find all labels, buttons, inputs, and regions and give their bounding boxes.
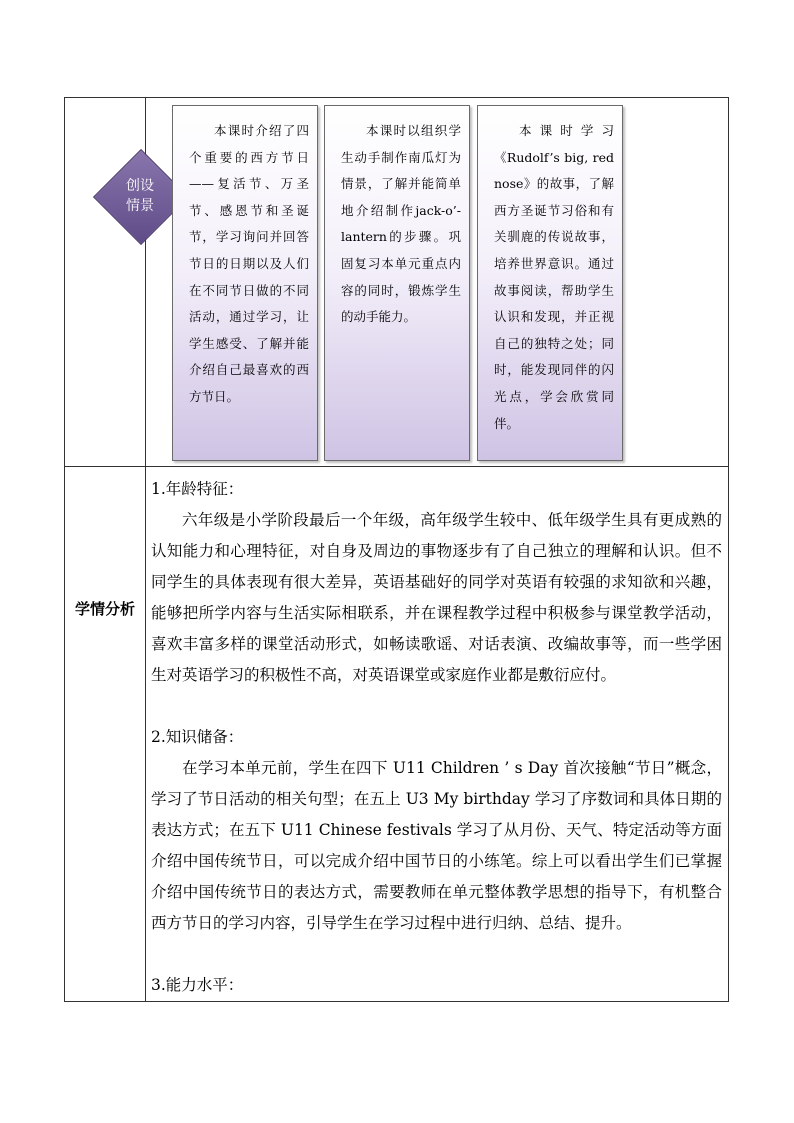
table-row-divider bbox=[64, 466, 729, 467]
lesson-card-2 bbox=[324, 105, 470, 461]
section-spacer bbox=[151, 691, 722, 722]
section-3-heading: 3.能力水平： bbox=[151, 976, 244, 994]
section-2-body: 在学习本单元前，学生在四下 U11 Children ’ s Day 首次接触“节日”概念，学习了节日活动的相关句型；在五上 U3 My birthday 学习了序数词和具体日期的表达方式；在五下 U11 Chinese festivals 学习了从月份、天气、特定活动等方面介绍中国传统节日，可以完成介绍中国节日的小练笔。综上可以看出学生们已掌握介绍中国传统节日的表达方式，需要教师在单元整体教学思想的指导下，有机整合西方节日的学习内容，引导学生在学习过程中进行归纳、总结、提升。 bbox=[151, 759, 722, 932]
lesson-card-1-text: 本课时介绍了四个重要的西方节日——复活节、万圣节、感恩节和圣诞节，学习询问并回答节日的日期以及人们在不同节日做的不同活动，通过学习，让学生感受、了解并能介绍自己最喜欢的西方节日。 bbox=[189, 123, 309, 404]
table-border-bottom bbox=[64, 1001, 729, 1002]
section-spacer bbox=[151, 939, 722, 970]
lesson-card-2-text: 本课时以组织学生动手制作南瓜灯为情景，了解并能简单地介绍制作jack-o’-lantern的步骤。巩固复习本单元重点内容的同时，锻炼学生的动手能力。 bbox=[341, 123, 461, 325]
section-1-heading: 1.年龄特征： bbox=[151, 480, 244, 498]
lesson-card-3-text: 本课时学习《Rudolf’s big, red nose》的故事，了解西方圣诞节习俗和有关驯鹿的传说故事，培养世界意识。通过故事阅读，帮助学生认识和发现，并正视自己的独特之处；同时，能发现同伴的闪光点，学会欣赏同伴。 bbox=[494, 123, 614, 431]
section-1-body: 六年级是小学阶段最后一个年级，高年级学生较中、低年级学生具有更成熟的认知能力和心理特征，对自身及周边的事物逐步有了自己独立的理解和认识。但不同学生的具体表现有很大差异，英语基础好的同学对英语有较强的求知欲和兴趣，能够把所学内容与生活实际相联系，并在课程教学过程中积极参与课堂教学活动，喜欢丰富多样的课堂活动形式，如畅读歌谣、对话表演、改编故事等，而一些学困生对英语学习的积极性不高，对英语课堂或家庭作业都是敷衍应付。 bbox=[151, 511, 722, 684]
lesson-card-1 bbox=[172, 105, 318, 461]
scenario-label: 创设 情景 bbox=[126, 178, 154, 214]
table-border-right bbox=[728, 97, 729, 1002]
lesson-card-3 bbox=[477, 105, 623, 461]
section-2-heading: 2.知识储备： bbox=[151, 728, 244, 746]
table-border-top bbox=[64, 97, 729, 98]
analysis-label: 学情分析 bbox=[74, 600, 135, 618]
analysis-content bbox=[151, 474, 722, 1001]
table-border-left bbox=[64, 97, 65, 1002]
